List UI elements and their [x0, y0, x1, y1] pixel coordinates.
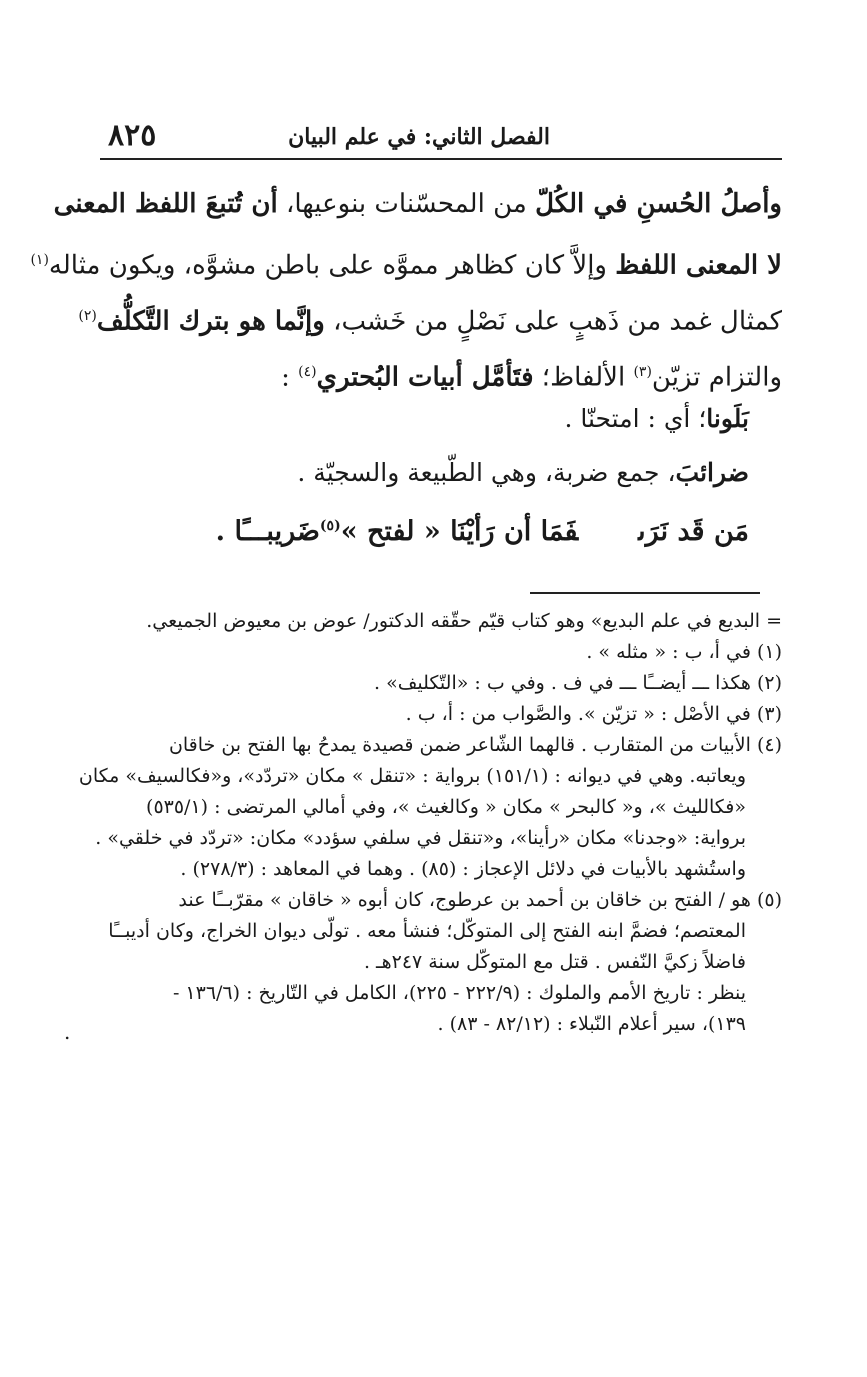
footnote-ref: (٣) [633, 364, 652, 380]
text-line-3 [78, 288, 782, 344]
footnote-line: المعتصم؛ فضمَّ ابنه الفتح إلى المتوكّل؛ فنشأ معه . تولّى ديوان الخراج، وكان أديبــًا [108, 920, 746, 942]
footnote-line: ١٣٩)، سير أعلام النّبلاء : (٨٢/١٢ - ٨٣) . [437, 1013, 746, 1035]
footnote-line: (٥) هو / الفتح بن خاقان بن أحمد بن عرطوج، كان أبوه « خاقان » مقرّبــًا عند [178, 889, 782, 911]
text-run: الألفاظ؛ [533, 362, 634, 393]
text-line-1 [53, 176, 782, 232]
footnote-ref: (٥) [319, 518, 341, 534]
gloss-text: ، جمع ضربة، وهي الطّبيعة والسجيّة . [297, 458, 676, 487]
gloss-line [69, 404, 749, 433]
text-run: : [281, 362, 299, 393]
verse-hemistich-2-end: ضَريبـــًا . [215, 516, 320, 547]
gloss-text: ؛ أي : امتحنّا . [564, 404, 707, 433]
footnote-line: ويعاتبه. وهي في ديوانه : (١٥١/١) برواية : «تنقل » مكان «تردّد»، و«فكالسيف» مكان [78, 765, 746, 787]
footnote-line: (١) في أ، ب : « مثله » . [586, 641, 782, 663]
footnote-ref: (٢) [78, 308, 97, 324]
text-run: والتزام تزيّن [651, 362, 782, 393]
emphasis: لا المعنى اللفظ [615, 250, 782, 281]
footnote-line: واستُشهد بالأبيات في دلائل الإعجاز : (٨٥) . وهما في المعاهد : (٢٧٨/٣) . [180, 858, 746, 880]
gloss-line [69, 458, 749, 487]
emphasis: وأصلُ الحُسنِ في الكُلّ [535, 189, 782, 219]
footnote-separator [530, 592, 760, 594]
header-rule [100, 158, 782, 160]
text-run: وإلاَّ كان كظاهر مموَّه على باطن مشوَّه، ويكون مثاله [48, 250, 616, 281]
footnote-ref: (١) [30, 252, 49, 268]
footnote-line: (٢) هكذا ـــ أيضــًا ـــ في ف . وفي ب : «التّكليف» . [374, 672, 782, 694]
footnote-line: (٤) الأبيات من المتقارب . قالهما الشّاعر ضمن قصيدة يمدحُ بها الفتح بن خاقان [168, 734, 782, 756]
verse-hemistich-2: فَمَا أن رَأيْنَا « لفتح » [340, 516, 579, 547]
text-run: كمثال غمد من ذَهبٍ على نَصْلٍ من خَشب، [324, 306, 782, 337]
page-number: ٨٢٥ [108, 118, 157, 153]
footnote-line: فاضلاً زكيَّ النّفس . قتل مع المتوكّل سنة ٢٤٧هـ . [363, 951, 746, 973]
footnote-line: ينظر : تاريخ الأمم والملوك : (٢٢٢/٩ - ٢٢٥)، الكامل في التّاريخ : (١٣٦/٦ - [172, 982, 746, 1004]
text-line-2 [30, 232, 782, 288]
footnote-ref: (٤) [298, 364, 317, 380]
footnote-line: = البديع في علم البديع» وهو كتاب قيّم حقّقه الدكتور/ عوض بن معيوض الجميعي. [146, 610, 782, 632]
text-run: من المحسّنات بنوعيها، [277, 189, 536, 219]
text-line-4 [102, 344, 782, 400]
emphasis: أن تُتبعَ اللفظ المعنى [53, 189, 278, 219]
footnote-line: «فكالليث »، و« كالبحر » مكان « وكالغيث »، وفي أمالي المرتضى : (٥٣٥/١) [146, 796, 746, 818]
verse-hemistich-1: مَن قَد نَرَى [638, 516, 749, 547]
footnote-line: برواية: «وجدنا» مكان «رأينا»، و«تنقل في سلفي سؤدد» مكان: «تردّد في خلقي» . [95, 827, 746, 849]
gloss-term: بَلَونا [706, 404, 749, 433]
footnotes [78, 606, 782, 1040]
emphasis: فتَأمَّل أبيات البُحتري [316, 362, 534, 393]
main-text [30, 176, 782, 400]
footnote-line: (٣) في الأصْل : « تزيّن ». والصَّواب من : أ، ب . [405, 703, 782, 725]
emphasis: وإنَّما هو بترك التَّكلُّف [96, 306, 325, 337]
poetry-verse [216, 516, 749, 547]
gloss-term: ضرائبَ [675, 458, 749, 487]
running-header [100, 118, 780, 158]
stray-mark: . [64, 1020, 71, 1044]
chapter-title: الفصل الثاني: في علم البيان [288, 124, 550, 150]
